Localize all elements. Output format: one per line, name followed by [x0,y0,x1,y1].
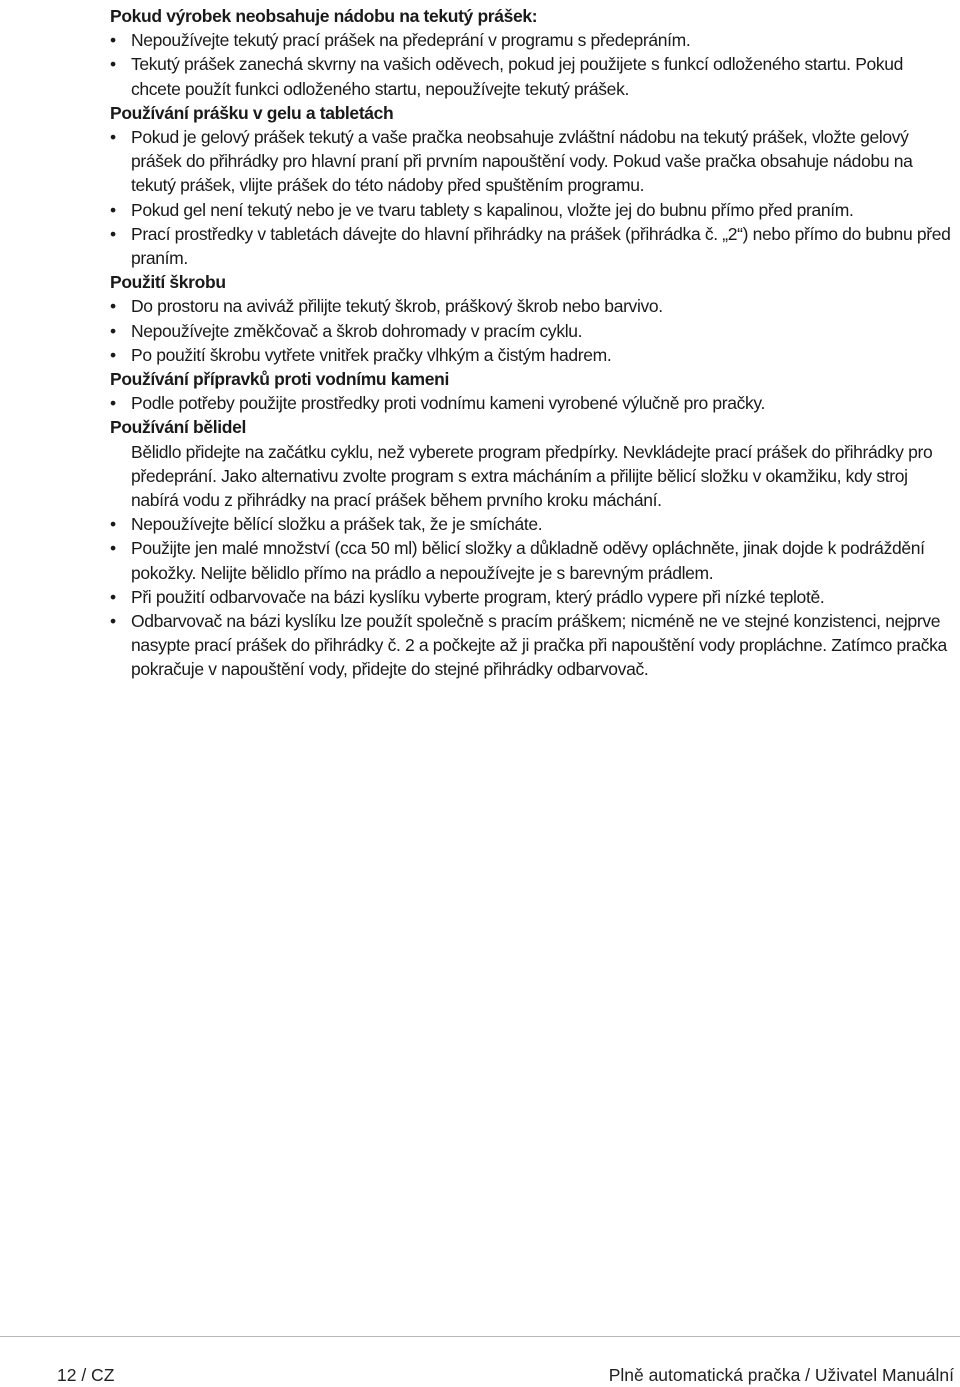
list-item [110,28,955,52]
bullet-icon: • [110,538,116,559]
bullet-icon: • [110,30,116,51]
list-item-text: Pokud je gelový prášek tekutý a vaše pračka neobsahuje zvláštní nádobu na tekutý prášek, vložte gelový prášek do přihrádky pro hlavní praní při prvním napouštění vody. Pokud vaše pračka obsahuje nádobu na tekutý prášek, vlijte prášek do této nádoby před spuštěním programu. [131,127,913,196]
bleach-intro-paragraph: Bělidlo přidejte na začátku cyklu, než vyberete program předpírky. Nevkládejte prací prášek do přihrádky pro předeprání. Jako alternativu zvolte program s extra mácháním a přilijte bělicí složku v okamžiku, kdy stroj nabírá vodu z přihrádky na prací prášek během prvního kroku máchání. [131,441,933,511]
footer-manual-title: Plně automatická pračka / Uživatel Manuální [608,1365,954,1385]
bullet-icon: • [110,320,116,341]
list-item-text: Prací prostředky v tabletách dávejte do hlavní přihrádky na prášek (přihrádka č. „2“) nebo přímo do bubnu před praním. [131,223,951,269]
list-item-text: Pokud gel není tekutý nebo je ve tvaru tablety s kapalinou, vložte jej do bubnu přímo před praním. [131,199,854,220]
heading-no-liquid-container: Pokud výrobek neobsahuje nádobu na tekutý prášek: [110,6,538,26]
bullet-icon: • [110,586,116,607]
list-item [110,198,955,222]
list-item-text: Odbarvovač na bázi kyslíku lze použít společně s pracím práškem; nicméně ne ve stejné konzistenci, nejprve nasypte prací prášek do přihrádky č. 2 a počkejte až ji pračka při napouštění vody propláchne. Zatímco pračka pokračuje v napouštění vody, přidejte do stejné přihrádky odbarvovač. [131,611,947,680]
list-item [110,52,955,100]
list-item-text: Použijte jen malé množství (cca 50 ml) bělicí složky a důkladně oděvy opláchněte, jinak dojde k podráždění pokožky. Nelijte bělidlo přímo na prádlo a nepoužívejte je s barevným prádlem. [131,538,925,583]
bullet-icon: • [110,127,116,148]
heading-gel-tablets: Používání prášku v gelu a tabletách [110,102,394,123]
heading-bleach: Používání bělidel [110,417,247,438]
list-item [110,125,955,198]
page-number: 12 / CZ [57,1365,115,1385]
bullet-icon: • [110,611,116,632]
bullet-icon: • [110,393,116,414]
list-item-text: Podle potřeby použijte prostředky proti vodnímu kameni vyrobené výlučně pro pračky. [131,393,766,414]
bullet-icon: • [110,514,116,535]
list-item [110,319,955,343]
list-item-text: Tekutý prášek zanechá skvrny na vašich oděvech, pokud jej použijete s funkcí odloženého startu. Pokud chcete použít funkci odloženého startu, nepoužívejte tekutý prášek. [131,54,904,99]
list-item [110,294,955,318]
list-item-text: Při použití odbarvovače na bázi kyslíku vyberte program, který prádlo vypere při nízké teplotě. [131,586,825,607]
list-item-text: Nepoužívejte změkčovač a škrob dohromady v pracím cyklu. [131,320,583,341]
list-item [110,512,955,536]
list-item-text: Nepoužívejte bělící složku a prášek tak, že je smícháte. [131,514,543,535]
bullet-icon: • [110,344,116,365]
footer-divider [0,1336,960,1337]
list-item-text: Po použití škrobu vytřete vnitřek pračky vlhkým a čistým hadrem. [131,344,612,365]
bullet-icon: • [110,54,116,75]
list-item [110,585,955,609]
bullet-icon: • [110,199,116,220]
list-item [110,343,955,367]
list-item-text: Do prostoru na aviváž přilijte tekutý škrob, práškový škrob nebo barvivo. [131,296,663,317]
heading-starch: Použití škrobu [110,272,226,293]
list-item-text: Nepoužívejte tekutý prací prášek na předeprání v programu s předepráním. [131,30,691,51]
list-item [110,391,955,415]
list-item [110,222,955,270]
bullet-icon: • [110,223,116,244]
list-item [110,536,955,584]
heading-limescale: Používání přípravků proti vodnímu kameni [110,369,449,390]
bullet-icon: • [110,296,116,317]
page-content [110,4,955,682]
list-item [110,609,955,682]
